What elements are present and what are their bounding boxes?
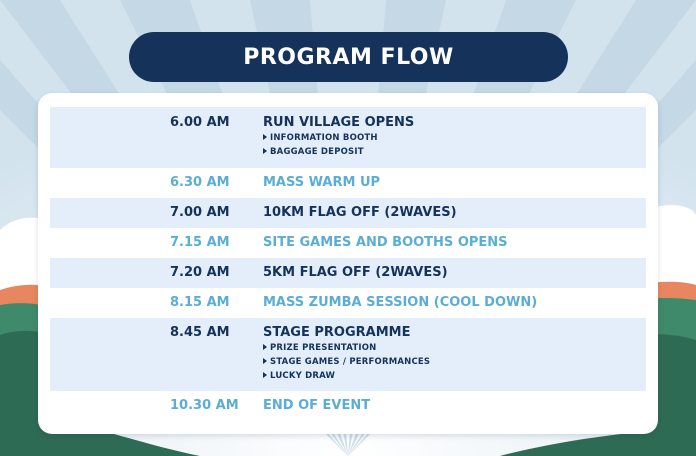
row-event-title: STAGE PROGRAMME [263,325,411,340]
row-event [263,325,430,382]
row-event [263,115,414,158]
row-time: 8.45 AM [170,325,230,340]
schedule-row [50,168,646,198]
bullet-triangle-icon [263,134,267,140]
row-detail: PRIZE PRESENTATION [263,343,430,354]
row-time: 6.30 AM [170,175,230,190]
row-event-title: END OF EVENT [263,398,371,413]
bullet-triangle-icon [263,344,267,350]
bullet-triangle-icon [263,358,267,364]
schedule-row [50,258,646,288]
row-detail: INFORMATION BOOTH [263,133,414,144]
row-time: 7.00 AM [170,205,230,220]
row-time: 7.20 AM [170,265,230,280]
bullet-triangle-icon [263,372,267,378]
row-event-title: SITE GAMES AND BOOTHS OPENS [263,235,508,250]
row-detail: LUCKY DRAW [263,371,430,382]
row-detail: BAGGAGE DEPOSIT [263,147,414,158]
row-event-title: 10KM FLAG OFF (2WAVES) [263,205,457,220]
row-event-title: MASS WARM UP [263,175,381,190]
row-time: 7.15 AM [170,235,230,250]
bullet-triangle-icon [263,148,267,154]
schedule-row [50,107,646,168]
schedule-row [50,391,646,421]
row-time: 10.30 AM [170,398,239,413]
row-time: 8.15 AM [170,295,230,310]
row-event-title: MASS ZUMBA SESSION (COOL DOWN) [263,295,538,310]
row-event-title: 5KM FLAG OFF (2WAVES) [263,265,448,280]
row-event-title: RUN VILLAGE OPENS [263,115,415,130]
schedule-row [50,288,646,318]
schedule-row [50,228,646,258]
schedule-row [50,318,646,391]
row-detail: STAGE GAMES / PERFORMANCES [263,357,430,368]
schedule-row [50,198,646,228]
row-time: 6.00 AM [170,115,230,130]
page-title: PROGRAM FLOW [129,32,568,82]
